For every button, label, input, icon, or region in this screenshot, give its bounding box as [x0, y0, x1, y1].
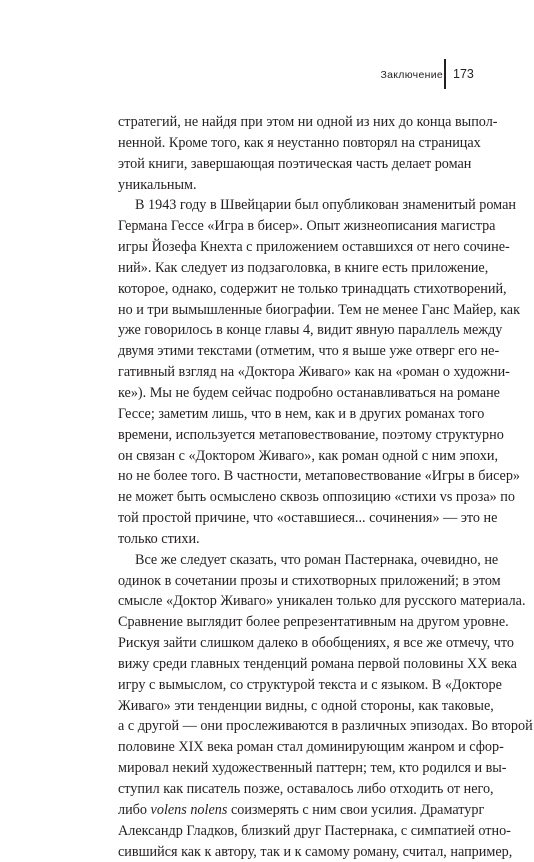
text-line: сившийся как к автору, так и к самому роману, считал, например,: [118, 843, 513, 860]
text-line: уже говорилось в конце главы 4, видит явную параллель между: [118, 322, 503, 339]
text-line: ненной. Кроме того, как я неустанно повторял на страницах: [118, 134, 481, 151]
text-line: только стихи.: [118, 530, 200, 547]
text-line: ступил как писатель позже, оставалось либо отходить от него,: [118, 781, 494, 797]
page-number: 173: [453, 67, 474, 81]
text-line: одинок в сочетании прозы и стихотворных приложений; в этом: [118, 572, 501, 589]
text-line: Александр Гладков, близкий друг Пастернака, с симпатией отно-: [118, 822, 511, 839]
text-line: которое, однако, содержит не только тринадцать стихотворений,: [118, 280, 507, 297]
paragraph: [118, 112, 498, 195]
text-line: ний». Как следует из подзаголовка, в книге есть приложение,: [118, 259, 489, 276]
text-line: он связан с «Доктором Живаго», как роман одной с ним эпохи,: [118, 447, 499, 464]
running-head: [330, 63, 490, 89]
text-line: а с другой — они прослеживаются в различных эпизодах. Во второй: [118, 718, 533, 735]
text-line: смысле «Доктор Живаго» уникален только для русского материала.: [118, 593, 526, 610]
text-line: той простой причине, что «оставшиеся... сочинения» — это не: [118, 510, 498, 527]
text-line: Живаго» эти тенденции видны, с одной стороны, как таковые,: [118, 697, 494, 714]
text-line: игры Йозефа Кнехта с приложением оставшихся от него сочине-: [118, 239, 510, 256]
text-line: Рискуя зайти слишком далеко в обобщениях, я все же отмечу, что: [118, 635, 514, 652]
text-line: гативный взгляд на «Доктора Живаго» как на «роман о художни-: [118, 364, 510, 381]
paragraph: [118, 550, 533, 862]
text-line: либо volens nolens соизмерять с ним свои усилия. Драматург: [118, 801, 485, 818]
text-line: уникальным.: [118, 176, 197, 193]
text-line: этой книги, завершающая поэтическая часть делает роман: [118, 155, 472, 172]
body-text: [118, 112, 533, 862]
chapter-title: Заключение: [380, 69, 443, 81]
text-line: Все же следует сказать, что роман Пастернака, очевидно, не: [135, 551, 499, 568]
text-line: мировал некий художественный паттерн; тем, кто родился и вы-: [118, 760, 507, 777]
text-line: времени, используется метаповествование, поэтому структурно: [118, 426, 504, 443]
text-line: вижу среди главных тенденций романа первой половины XX века: [118, 655, 517, 672]
text-line: ке»). Мы не будем сейчас подробно останавливаться на романе: [118, 384, 500, 401]
text-line: Сравнение выглядит более репрезентативным на другом уровне.: [118, 614, 509, 631]
text-line: двумя этими текстами (отметим, что я выше уже отверг его не-: [118, 343, 500, 360]
text-line: половине XIX века роман стал доминирующим жанром и сфор-: [118, 739, 504, 756]
text-line: Гессе; заметим лишь, что в нем, как и в других романах того: [118, 405, 485, 422]
text-line: но и три вымышленные биографии. Тем не менее Ганс Майер, как: [118, 301, 521, 318]
header-divider: [444, 59, 446, 89]
paragraph: [118, 195, 521, 549]
text-line: стратегий, не найдя при этом ни одной из них до конца выпол-: [118, 114, 498, 130]
text-line: Германа Гессе «Игра в бисер». Опыт жизнеописания магистра: [118, 218, 496, 235]
text-line: не может быть осмыслено сквозь оппозицию «стихи vs проза» по: [118, 489, 515, 506]
text-line: В 1943 году в Швейцарии был опубликован знаменитый роман: [135, 197, 516, 214]
text-line: но не более того. В частности, метаповествование «Игры в бисер»: [118, 468, 521, 485]
text-line: игру с вымыслом, со структурой текста и с языком. В «Докторе: [118, 676, 502, 693]
